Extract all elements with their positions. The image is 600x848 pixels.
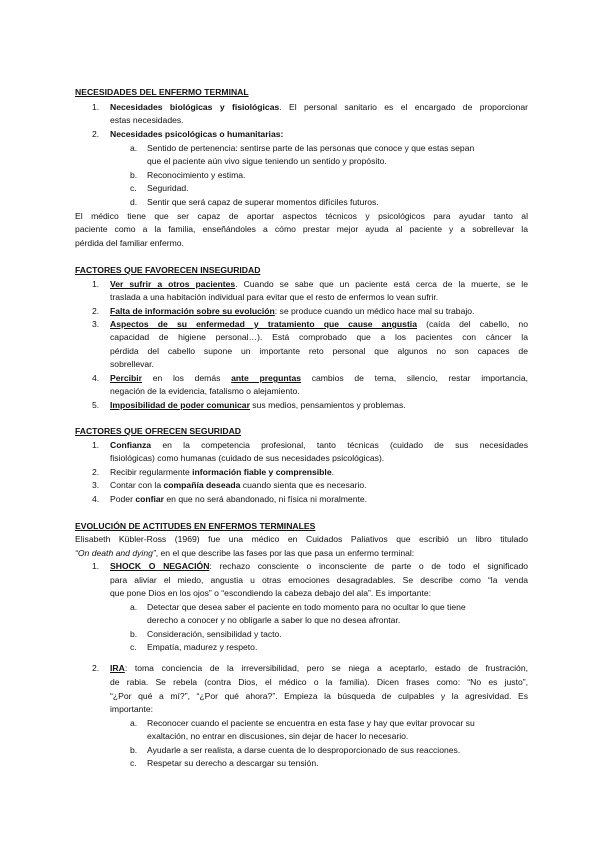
sub-item: Seguridad.	[147, 183, 189, 193]
heading-inseguridad: FACTORES QUE FAVORECEN INSEGURIDAD	[75, 265, 261, 275]
list-item	[110, 305, 474, 317]
sub-item: Sentir que será capaz de superar momentos difíciles futuros.	[147, 197, 379, 207]
list-item	[110, 560, 528, 572]
list-item	[110, 278, 528, 290]
item-label: Falta de información sobre su evolución	[110, 306, 275, 316]
list-letter: c.	[130, 183, 137, 193]
item-text: .	[331, 467, 334, 477]
list-letter: a.	[130, 602, 138, 612]
item-text: cambios de tema, silencio, restar importancia,	[301, 373, 529, 383]
list-item	[110, 318, 528, 330]
item-label: Aspectos de su enfermedad y tratamiento que cause angustia	[110, 319, 417, 329]
item-label: Necesidades biológicas y fisiológicas	[110, 102, 280, 112]
paragraph: El médico tiene que ser capaz de aportar aspectos técnicos y psicológicos para ayudar tanto al	[75, 211, 528, 221]
item-text-cont: para aliviar el miedo, angustia u otras emociones desagradables. Se describe como “la venda	[110, 575, 528, 585]
sub-item: Respetar su derecho a descargar su tensión.	[147, 758, 319, 768]
item-text-cont: importante:	[110, 704, 153, 714]
list-letter: d.	[130, 197, 138, 207]
list-item	[110, 372, 528, 384]
list-number: 1.	[92, 279, 100, 289]
item-label: Imposibilidad de poder comunicar	[110, 400, 250, 410]
item-text-cont: traslada a una habitación individual para evitar que el resto de enfermos lo vean sufrir.	[110, 292, 439, 302]
item-text: Recibir regularmente	[110, 467, 193, 477]
list-number: 1.	[92, 561, 100, 571]
item-label: Percibir	[110, 373, 143, 383]
item-text-cont: de rabia. Se rebela (contra Dios, el médico o la familia). Dicen frases como: “No es justo”,	[110, 677, 528, 687]
list-letter: c.	[130, 642, 137, 652]
item-text: : se produce cuando un médico hace mal su trabajo.	[274, 306, 475, 316]
heading-necesidades: NECESIDADES DEL ENFERMO TERMINAL	[75, 87, 249, 97]
list-number: 5.	[92, 400, 100, 410]
item-text: en los demás	[142, 373, 232, 383]
list-number: 4.	[92, 494, 100, 504]
paragraph: paciente como a la familia, enseñándoles a cómo prestar mejor ayuda al paciente y a sobrellevar la	[75, 224, 528, 234]
item-text-cont: “¿Por qué a mí?”, “¿Por qué ahora?”. Empieza la búsqueda de culpables y la agresividad. Es	[110, 691, 528, 701]
item-text: : toma conciencia de la irreversibilidad, pero se niega a aceptarlo, estado de frustración,	[124, 663, 528, 673]
list-item	[110, 466, 334, 478]
item-text: cuando sienta que es necesario.	[240, 480, 367, 490]
item-text: en que no será abandonado, ni física ni moralmente.	[163, 494, 368, 504]
list-number: 3.	[92, 480, 100, 490]
item-label: Ver sufrir a otros pacientes	[110, 279, 236, 289]
item-text-cont: capacidad de higiene personal…). Está comprobado que a los pacientes con cáncer la	[110, 332, 528, 342]
paragraph-text: , en el que describe las fases por las que pasa un enfermo terminal:	[155, 548, 415, 558]
item-label: ante preguntas	[231, 373, 302, 383]
list-item	[110, 662, 528, 674]
item-text-cont: pérdida del cabello supone un importante reto personal que algunos no son capaces de	[110, 346, 528, 356]
item-text: : rechazo consciente o inconsciente de parte o de todo el significado	[209, 561, 529, 571]
list-number: 2.	[92, 663, 100, 673]
list-letter: b.	[130, 629, 138, 639]
item-label: información fiable y comprensible	[192, 467, 332, 477]
list-number: 1.	[92, 102, 100, 112]
item-text-cont: negación de la evidencia, fatalismo o alejamiento.	[110, 386, 300, 396]
list-item	[110, 439, 528, 451]
item-label: compañía deseada	[163, 480, 241, 490]
item-text-cont: fisiológicas) como humanas (cuidado de sus necesidades psicológicas).	[110, 453, 385, 463]
item-text-cont: sobrellevar.	[110, 359, 154, 369]
list-item	[110, 493, 367, 505]
item-label: Necesidades psicológicas o humanitarias:	[110, 129, 284, 139]
item-label: Confianza	[110, 440, 152, 450]
item-text: . Cuando se sabe que un paciente está cerca de la muerte, se le	[235, 279, 528, 289]
list-number: 1.	[92, 440, 100, 450]
sub-item-cont: derecho a conocer y no obligarle a saber lo que no desea afrontar.	[147, 615, 401, 625]
list-letter: b.	[130, 745, 138, 755]
book-title: “On death and dying”	[75, 548, 156, 558]
sub-item: Ayudarle a ser realista, a darse cuenta de lo desproporcionado de sus reacciones.	[147, 745, 461, 755]
item-text: sus medios, pensamientos y problemas.	[249, 400, 406, 410]
sub-item: Detectar que desea saber el paciente en todo momento para no ocultar lo que tiene	[147, 602, 466, 612]
list-item	[110, 479, 367, 491]
item-text: Poder	[110, 494, 136, 504]
list-letter: c.	[130, 758, 137, 768]
sub-item-cont: exaltación, no entrar en discusiones, sin dejar de hacer lo necesario.	[147, 731, 409, 741]
item-text: en la competencia profesional, tanto técnicas (cuidado de sus necesidades	[151, 440, 528, 450]
sub-item: Reconocimiento y estima.	[147, 170, 246, 180]
paragraph	[75, 547, 414, 559]
item-text-cont: que pone Dios en los ojos” o “escondiendo la cabeza debajo del ala”. Es importante:	[110, 588, 432, 598]
item-text: Contar con la	[110, 480, 164, 490]
paragraph: pérdida del familiar enfermo.	[75, 238, 184, 248]
item-text-cont: estas necesidades.	[110, 115, 184, 125]
list-number: 2.	[92, 129, 100, 139]
item-text: . El personal sanitario es el encargado de proporcionar	[279, 102, 528, 112]
list-number: 2.	[92, 467, 100, 477]
sub-item-cont: que el paciente aún vivo sigue teniendo un sentido y propósito.	[147, 156, 387, 166]
item-label: IRA	[110, 663, 125, 673]
list-item	[110, 399, 406, 411]
heading-seguridad: FACTORES QUE OFRECEN SEGURIDAD	[75, 426, 242, 436]
sub-item: Sentido de pertenencia: sentirse parte de las personas que conoce y que estas sepan	[147, 143, 475, 153]
sub-item: Consideración, sensibilidad y tacto.	[147, 629, 282, 639]
list-number: 4.	[92, 373, 100, 383]
sub-item: Reconocer cuando el paciente se encuentra en esta fase y hay que evitar provocar su	[147, 718, 475, 728]
list-letter: a.	[130, 143, 138, 153]
list-number: 3.	[92, 319, 100, 329]
list-number: 2.	[92, 306, 100, 316]
paragraph: Elisabeth Kübler-Ross (1969) fue una médico en Cuidados Paliativos que escribió un libro titulado	[75, 534, 528, 544]
item-label: confiar	[135, 494, 164, 504]
item-label: SHOCK O NEGACIÓN	[110, 561, 210, 571]
list-item	[110, 101, 528, 113]
list-letter: a.	[130, 718, 138, 728]
heading-evolucion: EVOLUCIÓN DE ACTITUDES EN ENFERMOS TERMINALES	[75, 521, 316, 531]
sub-item: Empatía, madurez y respeto.	[147, 642, 258, 652]
list-letter: b.	[130, 170, 138, 180]
item-text: (caída del cabello, no	[416, 319, 528, 329]
